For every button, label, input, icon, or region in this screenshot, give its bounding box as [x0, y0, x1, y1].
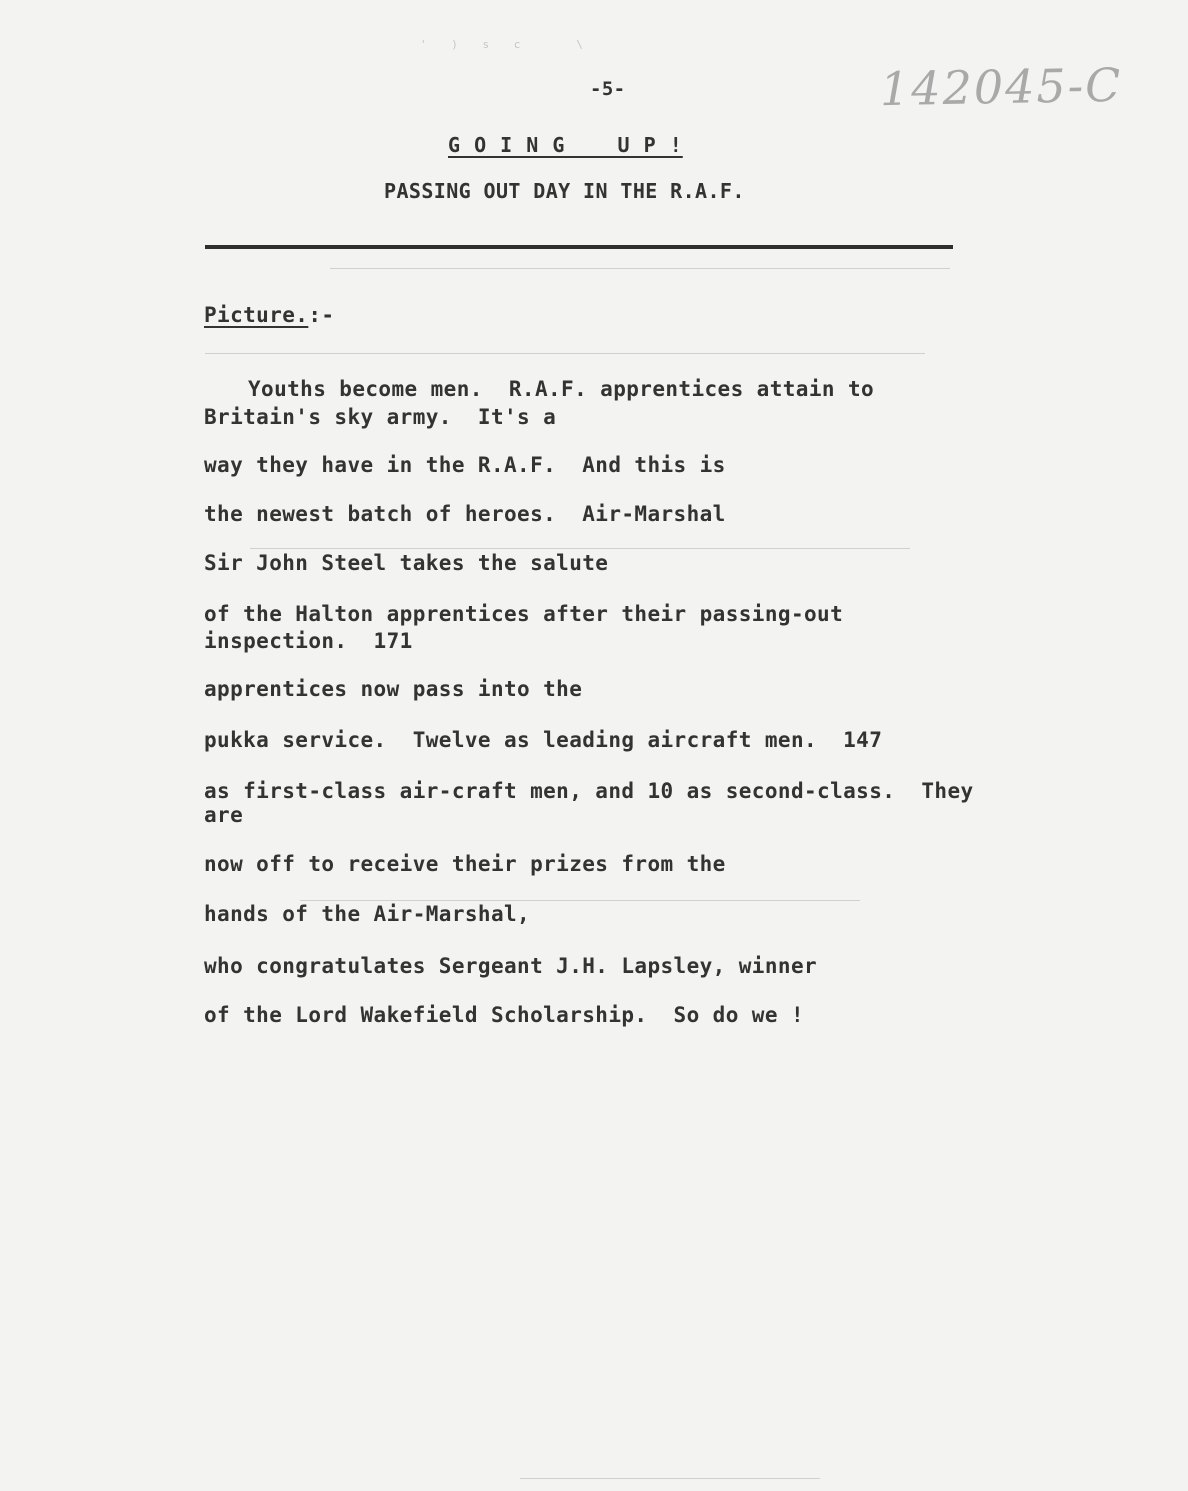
handwritten-reference: 142045-C — [879, 57, 1123, 117]
body-line: now off to receive their prizes from the — [204, 852, 726, 876]
bleed-through-line — [300, 900, 860, 901]
section-label-text: Picture. — [204, 303, 309, 327]
body-line: inspection. 171 — [204, 629, 413, 653]
body-line: of the Lord Wakefield Scholarship. So do we ! — [204, 1003, 804, 1027]
document-title: G O I N G U P ! — [448, 133, 683, 157]
body-line: pukka service. Twelve as leading aircraft men. 147 — [204, 728, 883, 752]
title-rule — [205, 245, 953, 249]
bleed-through-line — [250, 548, 910, 549]
body-line: Sir John Steel takes the salute — [204, 551, 609, 575]
body-line: the newest batch of heroes. Air-Marshal — [204, 502, 726, 526]
page-number: -5- — [590, 78, 626, 100]
bleed-through-line — [330, 268, 950, 269]
bleed-through-line — [520, 1478, 820, 1479]
body-line: as first-class air-craft men, and 10 as second-class. They — [204, 779, 974, 803]
body-line: Britain's sky army. It's a — [204, 405, 557, 429]
body-line: are — [204, 803, 244, 827]
body-line: apprentices now pass into the — [204, 677, 583, 701]
body-line: who congratulates Sergeant J.H. Lapsley, winner — [204, 954, 818, 978]
faint-mark: ' ) s c \ — [420, 38, 592, 51]
section-label — [204, 304, 334, 326]
body-line: Youths become men. R.A.F. apprentices attain to — [248, 377, 875, 401]
section-label-suffix: :- — [308, 303, 335, 327]
body-line: of the Halton apprentices after their passing-out — [204, 602, 844, 626]
body-line: hands of the Air-Marshal, — [204, 902, 531, 926]
document-subtitle: PASSING OUT DAY IN THE R.A.F. — [384, 179, 745, 203]
body-line: way they have in the R.A.F. And this is — [204, 453, 726, 477]
bleed-through-line — [205, 353, 925, 354]
